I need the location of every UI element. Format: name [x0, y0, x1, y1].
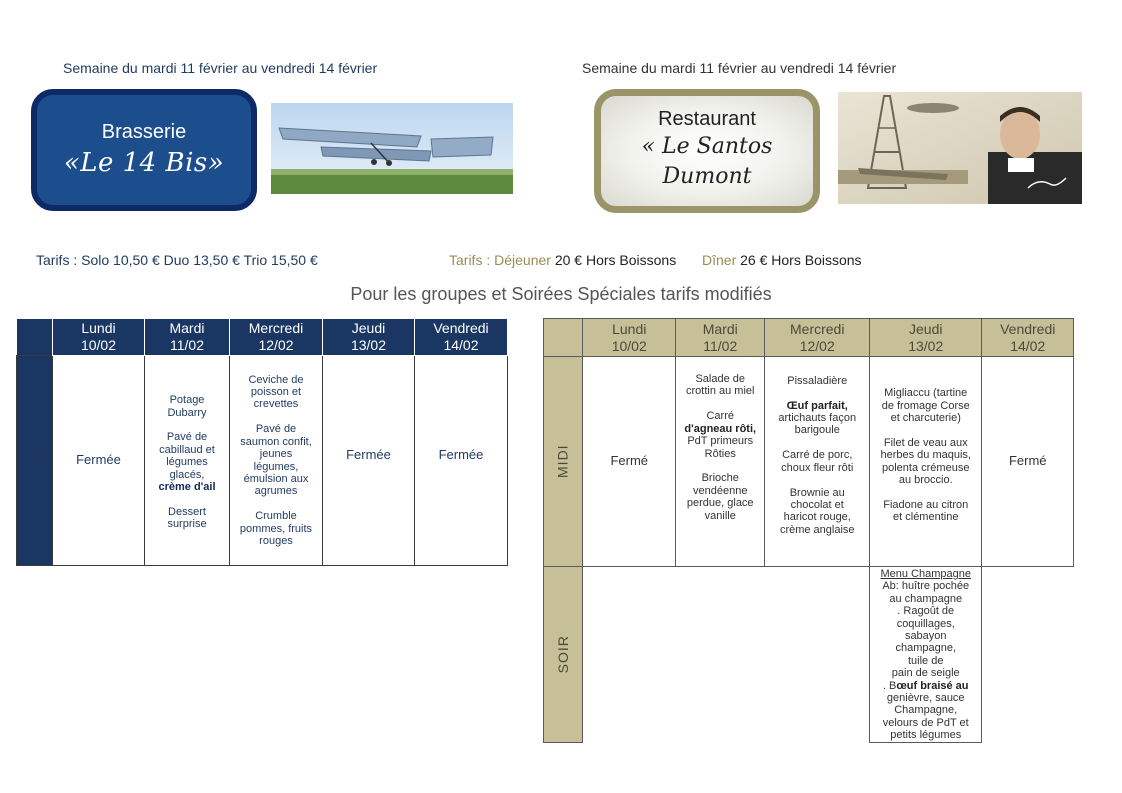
brasserie-cell-mardi: Potage Dubarry Pavé de cabillaud et légumes glacés, crème d'ail Dessert surprise [145, 356, 230, 566]
restaurant-tarif-diner-label: Dîner [702, 252, 737, 268]
restaurant-cell-jeudi: Migliaccu (tartine de fromage Corse et charcuterie) Filet de veau aux herbes du maquis, polenta crémeuse au broccio. Fiadone au citron et clémentine [870, 357, 982, 567]
brasserie-header-row [17, 319, 508, 356]
restaurant-tarif-dejeuner-value: 20 € Hors Boissons [554, 252, 677, 268]
restaurant-cell-mardi: Salade de crottin au miel Carré d'agneau rôti, PdT primeurs Rôties Brioche vendéenne perdue, glace vanille [676, 357, 765, 567]
brasserie-day-jeudi: Jeudi 13/02 [323, 319, 415, 356]
restaurant-tarifs [449, 252, 862, 268]
restaurant-cell-vendredi: Fermé [982, 357, 1074, 567]
brasserie-name-line2: «Le 14 Bis» [63, 148, 225, 178]
brasserie-midi-row [17, 356, 508, 566]
restaurant-soir-jeudi: Menu Champagne Ab: huître pochée au champagne . Ragoût de coquillages, sabayon champagne, tuile de pain de seigle . Bœuf braisé au genièvre, sauce Champagne, velours de PdT et petits légumes [870, 567, 982, 743]
restaurant-menu-table [543, 318, 1074, 743]
restaurant-day-mercredi: Mercredi 12/02 [765, 319, 870, 357]
restaurant-soir-mercredi [765, 567, 870, 743]
brasserie-logo [31, 89, 257, 211]
restaurant-name-line3: Dumont [662, 164, 752, 189]
santos-dumont-portrait-icon [838, 92, 1082, 204]
restaurant-header-row [544, 319, 1074, 357]
restaurant-name-line2: « Le Santos [641, 134, 773, 159]
restaurant-midi-row [544, 357, 1074, 567]
restaurant-tarif-diner-value: 26 € Hors Boissons [740, 252, 862, 268]
restaurant-soir-vendredi [982, 567, 1074, 743]
brasserie-day-mercredi: Mercredi 12/02 [230, 319, 323, 356]
brasserie-day-vendredi: Vendredi 14/02 [415, 319, 508, 356]
restaurant-week-range: Semaine du mardi 11 février au vendredi 14 février [582, 60, 897, 76]
brasserie-cell-lundi: Fermée [53, 356, 145, 566]
restaurant-logo [594, 89, 820, 213]
brasserie-cell-vendredi: Fermée [415, 356, 508, 566]
restaurant-soir-label: SOIR [544, 567, 583, 743]
restaurant-soir-lundi [583, 567, 676, 743]
groups-note: Pour les groupes et Soirées Spéciales tarifs modifiés [350, 284, 772, 304]
restaurant-cell-lundi: Fermé [583, 357, 676, 567]
restaurant-day-vendredi: Vendredi 14/02 [982, 319, 1074, 357]
restaurant-day-mardi: Mardi 11/02 [676, 319, 765, 357]
brasserie-tarifs: Tarifs : Solo 10,50 € Duo 13,50 € Trio 15,50 € [36, 252, 318, 268]
restaurant-soir-row [544, 567, 1074, 743]
brasserie-week-range: Semaine du mardi 11 février au vendredi 14 février [63, 60, 378, 76]
restaurant-name-line1: Restaurant [658, 108, 756, 130]
restaurant-cell-mercredi: Pissaladière Œuf parfait, artichauts façon barigoule Carré de porc, choux fleur rôti Brownie au chocolat et haricot rouge, crème anglaise [765, 357, 870, 567]
brasserie-cell-jeudi: Fermée [323, 356, 415, 566]
brasserie-day-mardi: Mardi 11/02 [145, 319, 230, 356]
brasserie-day-lundi: Lundi 10/02 [53, 319, 145, 356]
brasserie-name-line1: Brasserie [101, 121, 187, 143]
brasserie-cell-mercredi: Ceviche de poisson et crevettes Pavé de saumon confit, jeunes légumes, émulsion aux agrumes Crumble pommes, fruits rouges [230, 356, 323, 566]
restaurant-corner [544, 319, 583, 357]
brasserie-midi-label: MIDI [17, 356, 53, 566]
restaurant-day-lundi: Lundi 10/02 [583, 319, 676, 357]
brasserie-menu-table [16, 319, 508, 566]
restaurant-day-jeudi: Jeudi 13/02 [870, 319, 982, 357]
restaurant-tarif-dejeuner-label: Tarifs : Déjeuner [449, 252, 551, 268]
restaurant-midi-label: MIDI [544, 357, 583, 567]
brasserie-corner [17, 319, 53, 356]
biplane-photo-icon [271, 103, 513, 194]
restaurant-soir-mardi [676, 567, 765, 743]
